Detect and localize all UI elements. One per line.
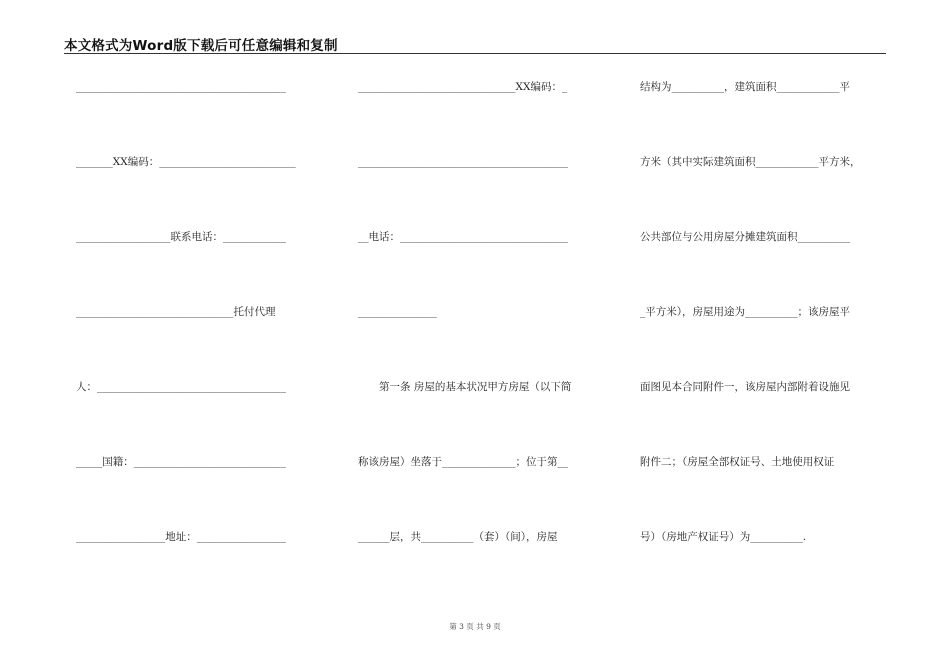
column-2-line-5: 第一条 房屋的基本状况甲方房屋（以下简 — [358, 381, 572, 393]
document-header-title: 本文格式为Word版下载后可任意编辑和复制 — [64, 38, 338, 54]
column-3-line-2: 方米（其中实际建筑面积____________平方米， — [640, 156, 861, 168]
column-2-line-4: _______________ — [358, 306, 437, 318]
column-2-line-7: ______层，共__________（套）（间），房屋 — [358, 531, 558, 543]
column-1-line-3: __________________联系电话：____________ — [76, 231, 286, 243]
column-1-line-4: ______________________________托付代理 — [76, 306, 276, 318]
column-1-line-2: _______XX编码：__________________________ — [76, 156, 296, 168]
column-3-line-3: 公共部位与公用房屋分摊建筑面积__________ — [640, 231, 850, 243]
column-3-line-5: 面图见本合同附件一，该房屋内部附着设施见 — [640, 381, 850, 393]
page-number-footer: 第 3 页 共 9 页 — [449, 622, 501, 631]
column-2-line-3: __电话：________________________________ — [358, 231, 568, 243]
column-3-line-7: 号）（房地产权证号）为__________. — [640, 531, 807, 543]
column-1-line-6: _____国籍：_____________________________ — [76, 456, 286, 468]
column-1-line-7: _________________地址：_________________ — [76, 531, 286, 543]
column-2-line-1: ______________________________XX编码：_ — [358, 81, 568, 93]
column-3-line-1: 结构为__________，建筑面积____________平 — [640, 81, 850, 93]
column-1-line-5: 人：____________________________________ — [76, 381, 286, 393]
column-2-line-6: 称该房屋）坐落于______________；位于第__ — [358, 456, 568, 468]
column-1-line-1: ________________________________________ — [76, 81, 286, 93]
column-3-line-4: _平方米），房屋用途为__________；该房屋平 — [640, 306, 850, 318]
header-divider — [64, 53, 886, 54]
column-3-line-6: 附件二；（房屋全部权证号、土地使用权证 — [640, 456, 835, 468]
column-2-line-2: ________________________________________ — [358, 156, 568, 168]
